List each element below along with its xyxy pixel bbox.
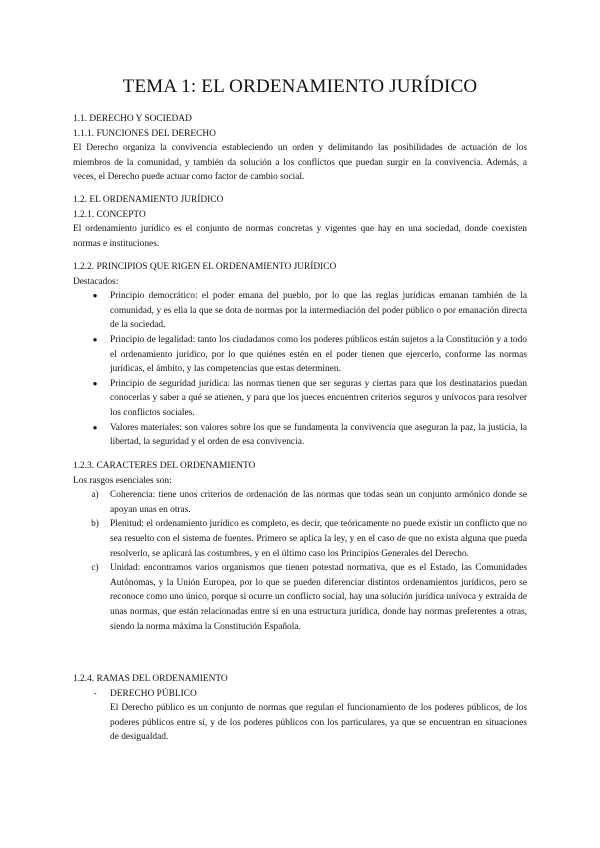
bullet-icon: ● (92, 291, 98, 301)
list-item (73, 377, 527, 421)
list-item (73, 687, 527, 745)
branches-list (73, 687, 527, 745)
section-heading: 1.1. DERECHO Y SOCIEDAD (73, 114, 192, 124)
subsection-heading: 1.2.2. PRINCIPIOS QUE RIGEN EL ORDENAMIENTO JURÍDICO (73, 262, 337, 272)
bullet-icon: ● (92, 422, 98, 432)
list-marker: - (93, 688, 97, 699)
list-item (73, 517, 527, 561)
list-item-text: Principio democrático: el poder emana del pueblo, por lo que las reglas jurídicas emanan también de la comunidad, y es ella la que se dota de normas por la intermediación del poder público o por emanación directa de la sociedad. (110, 291, 527, 331)
subsection-heading: 1.2.1. CONCEPTO (73, 209, 146, 220)
list-item (73, 421, 527, 450)
list-item (73, 333, 527, 377)
subsection-heading: 1.2.3. CARACTERES DEL ORDENAMIENTO (73, 461, 256, 471)
paragraph: El Derecho público es un conjunto de normas que regulan el funcionamiento de los poderes públicos, de los poderes públicos entre sí, y de los poderes públicos con los particulares, ya que se encuentran en situaciones de desigualdad. (110, 703, 527, 743)
bullet-icon: ● (92, 378, 98, 388)
subsection-heading: 1.2.4. RAMAS DEL ORDENAMIENTO (73, 674, 228, 684)
section-ramas (73, 672, 527, 745)
paragraph: El Derecho organiza la convivencia estableciendo un orden y delimitando las posibilidades de actuación de los miembros de la comunidad, y también da solución a los conflictos que puedan surgir en la convivencia. Además, a veces, el Derecho puede actuar como factor de cambio social. (73, 143, 527, 183)
section-ordenamiento-juridico (73, 193, 527, 251)
paragraph: El ordenamiento jurídico es el conjunto de normas concretas y vigentes que hay en una sociedad, donde coexisten normas e instituciones. (73, 224, 527, 249)
list-intro: Los rasgos esenciales son: (73, 475, 172, 486)
section-heading: 1.2. EL ORDENAMIENTO JURÍDICO (73, 195, 224, 205)
list-item-text: Principio de seguridad jurídica: las normas tienen que ser seguras y ciertas para que los destinatarios puedan conocerlas y saber a qué se atienen, y para que los jueces encuentren criterios seguros y unívocos para resolver los conflictos sociales. (110, 378, 527, 418)
section-derecho-y-sociedad (73, 112, 527, 185)
list-marker: c) (91, 563, 99, 574)
list-item-text: Coherencia: tiene unos criterios de ordenación de las normas que todas sean un conjunto armónico donde se apoyan unas en otras. (110, 490, 527, 515)
list-item (73, 488, 527, 517)
subsection-heading: 1.1.1. FUNCIONES DEL DERECHO (73, 128, 216, 139)
list-marker: a) (91, 490, 99, 501)
list-item-text: Valores materiales: son valores sobre los que se fundamenta la convivencia que aseguran la paz, la justicia, la libertad, la seguridad y el orden de esa convivencia. (110, 422, 527, 448)
list-item-text: Unidad: encontramos varios organismos que tienen potestad normativa, que es el Estado, las Comunidades Autónomas, y la Unión Europea, por lo que se pueden diferenciar distintos ordenamientos jurídicos, pero se reconoce como uno único, porque si ocurre un conflicto social, hay una solución jurídica unívoca y extraída de unas normas, que están relacionadas entre sí en una estructura jurídica, donde hay normas preferentes a otras, siendo la norma máxima la Constitución Española. (110, 563, 527, 632)
characteristics-list (73, 488, 527, 634)
principles-list (73, 289, 527, 450)
list-item-heading: DERECHO PÚBLICO (110, 688, 197, 699)
list-item-text: Principio de legalidad: tanto los ciudadanos como los poderes públicos están sujetos a la Constitución y a todo el ordenamiento jurídico, por lo que quiénes estén en el poder tienen que ejercerlo, conforme las normas jurídicas, el ámbito, y las competencias que estas determinen. (110, 334, 527, 375)
list-marker: b) (91, 519, 99, 530)
bullet-icon: ● (92, 334, 98, 344)
section-caracteres (73, 459, 527, 634)
list-item-text: Plenitud: el ordenamiento jurídico es completo, es decir, que teóricamente no puede existir un conflicto que no sea resuelto con el sistema de fuentes. Primero se aplica la ley, y en el caso de que no exista alguna que pueda resolverlo, se aplicará las costumbres, y en el último caso los Principios Generales del Derecho. (110, 519, 527, 559)
list-item (73, 289, 527, 333)
list-intro: Destacados: (73, 276, 119, 287)
document-title: TEMA 1: EL ORDENAMIENTO JURÍDICO (122, 76, 478, 97)
list-item (73, 561, 527, 634)
section-principios (73, 260, 527, 450)
